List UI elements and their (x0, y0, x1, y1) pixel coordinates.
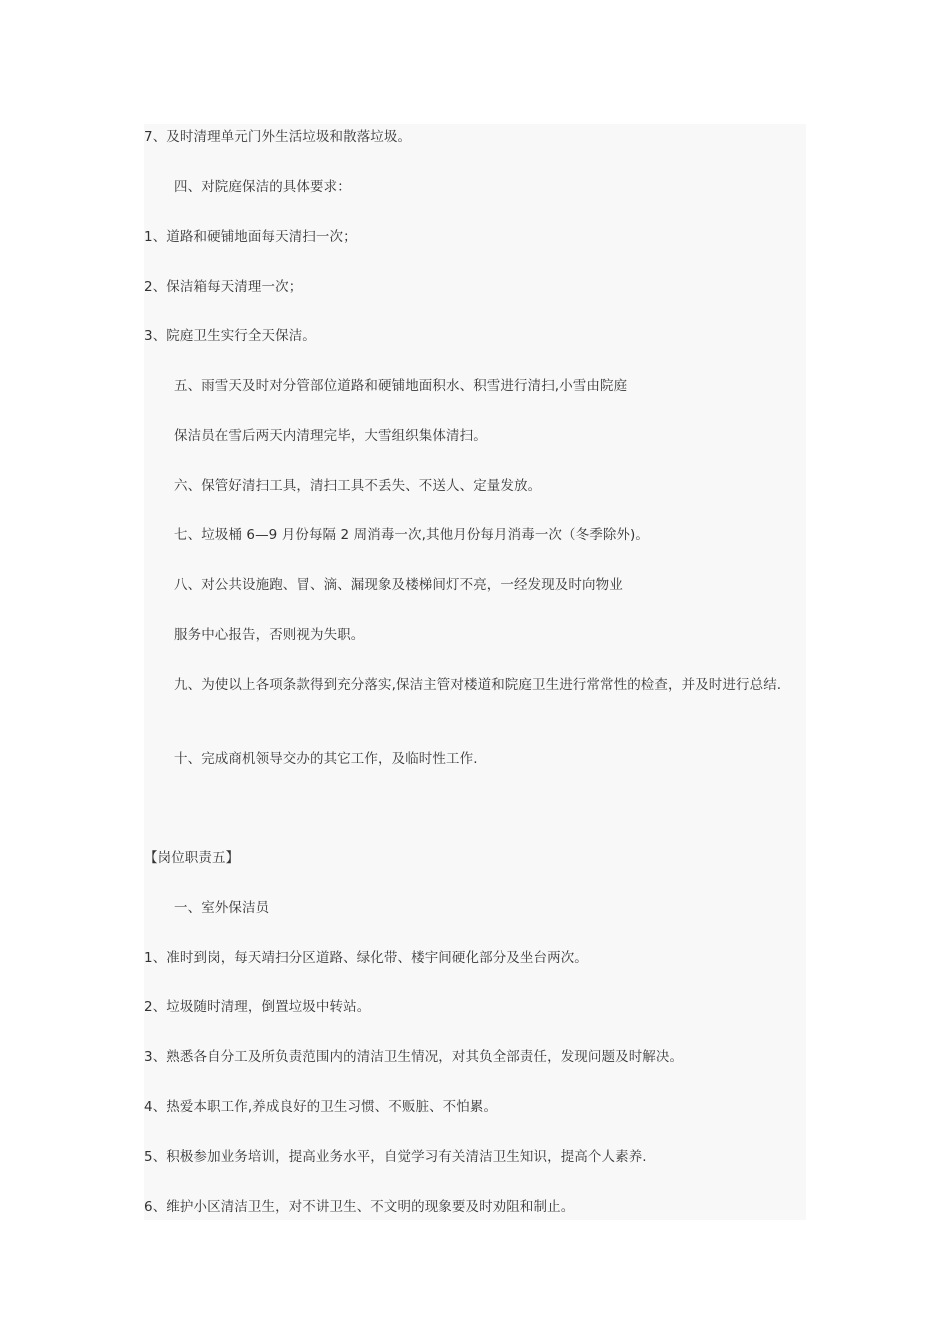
paragraph: 九、为使以上各项条款得到充分落实,保洁主管对楼道和院庭卫生进行常常性的检查，并及时进行总结. (174, 677, 782, 693)
paragraph: 保洁员在雪后两天内清理完毕，大雪组织集体清扫。 (174, 428, 487, 444)
paragraph: 6、维护小区清洁卫生，对不讲卫生、不文明的现象要及时劝阻和制止。 (144, 1199, 575, 1215)
paragraph: 七、垃圾桶 6—9 月份每隔 2 周消毒一次,其他月份每月消毒一次（冬季除外)。 (174, 527, 649, 543)
paragraph: 服务中心报告，否则视为失职。 (174, 627, 365, 643)
paragraph: 2、保洁箱每天清理一次； (144, 279, 303, 295)
paragraph: 2、垃圾随时清理，倒置垃圾中转站。 (144, 999, 371, 1015)
paragraph: 十、完成商机领导交办的其它工作，及临时性工作. (174, 751, 478, 767)
paragraph: 7、及时清理单元门外生活垃圾和散落垃圾。 (144, 129, 412, 145)
paragraph: 1、准时到岗，每天靖扫分区道路、绿化带、楼宇间硬化部分及坐台两次。 (144, 950, 588, 966)
paragraph: 4、热爱本职工作,养成良好的卫生习惯、不贩脏、不怕累。 (144, 1099, 498, 1115)
section-heading: 四、对院庭保洁的具体要求： (174, 179, 351, 195)
section-heading: 一、室外保洁员 (174, 900, 270, 916)
paragraph: 3、院庭卫生实行全天保洁。 (144, 328, 316, 344)
section-title: 【岗位职责五】 (144, 850, 240, 866)
paragraph: 五、雨雪天及时对分管部位道路和硬铺地面积水、积雪进行清扫,小雪由院庭 (174, 378, 628, 394)
paragraph: 5、积极参加业务培训，提高业务水平，自觉学习有关清洁卫生知识，提高个人素养. (144, 1149, 647, 1165)
paragraph: 1、道路和硬铺地面每天清扫一次； (144, 229, 357, 245)
paragraph: 六、保管好清扫工具，清扫工具不丢失、不送人、定量发放。 (174, 478, 542, 494)
paragraph: 3、熟悉各自分工及所负责范围内的清洁卫生情况，对其负全部责任，发现问题及时解决。 (144, 1049, 684, 1065)
paragraph: 八、对公共设施跑、冒、滴、漏现象及楼梯间灯不亮，一经发现及时向物业 (174, 577, 623, 593)
